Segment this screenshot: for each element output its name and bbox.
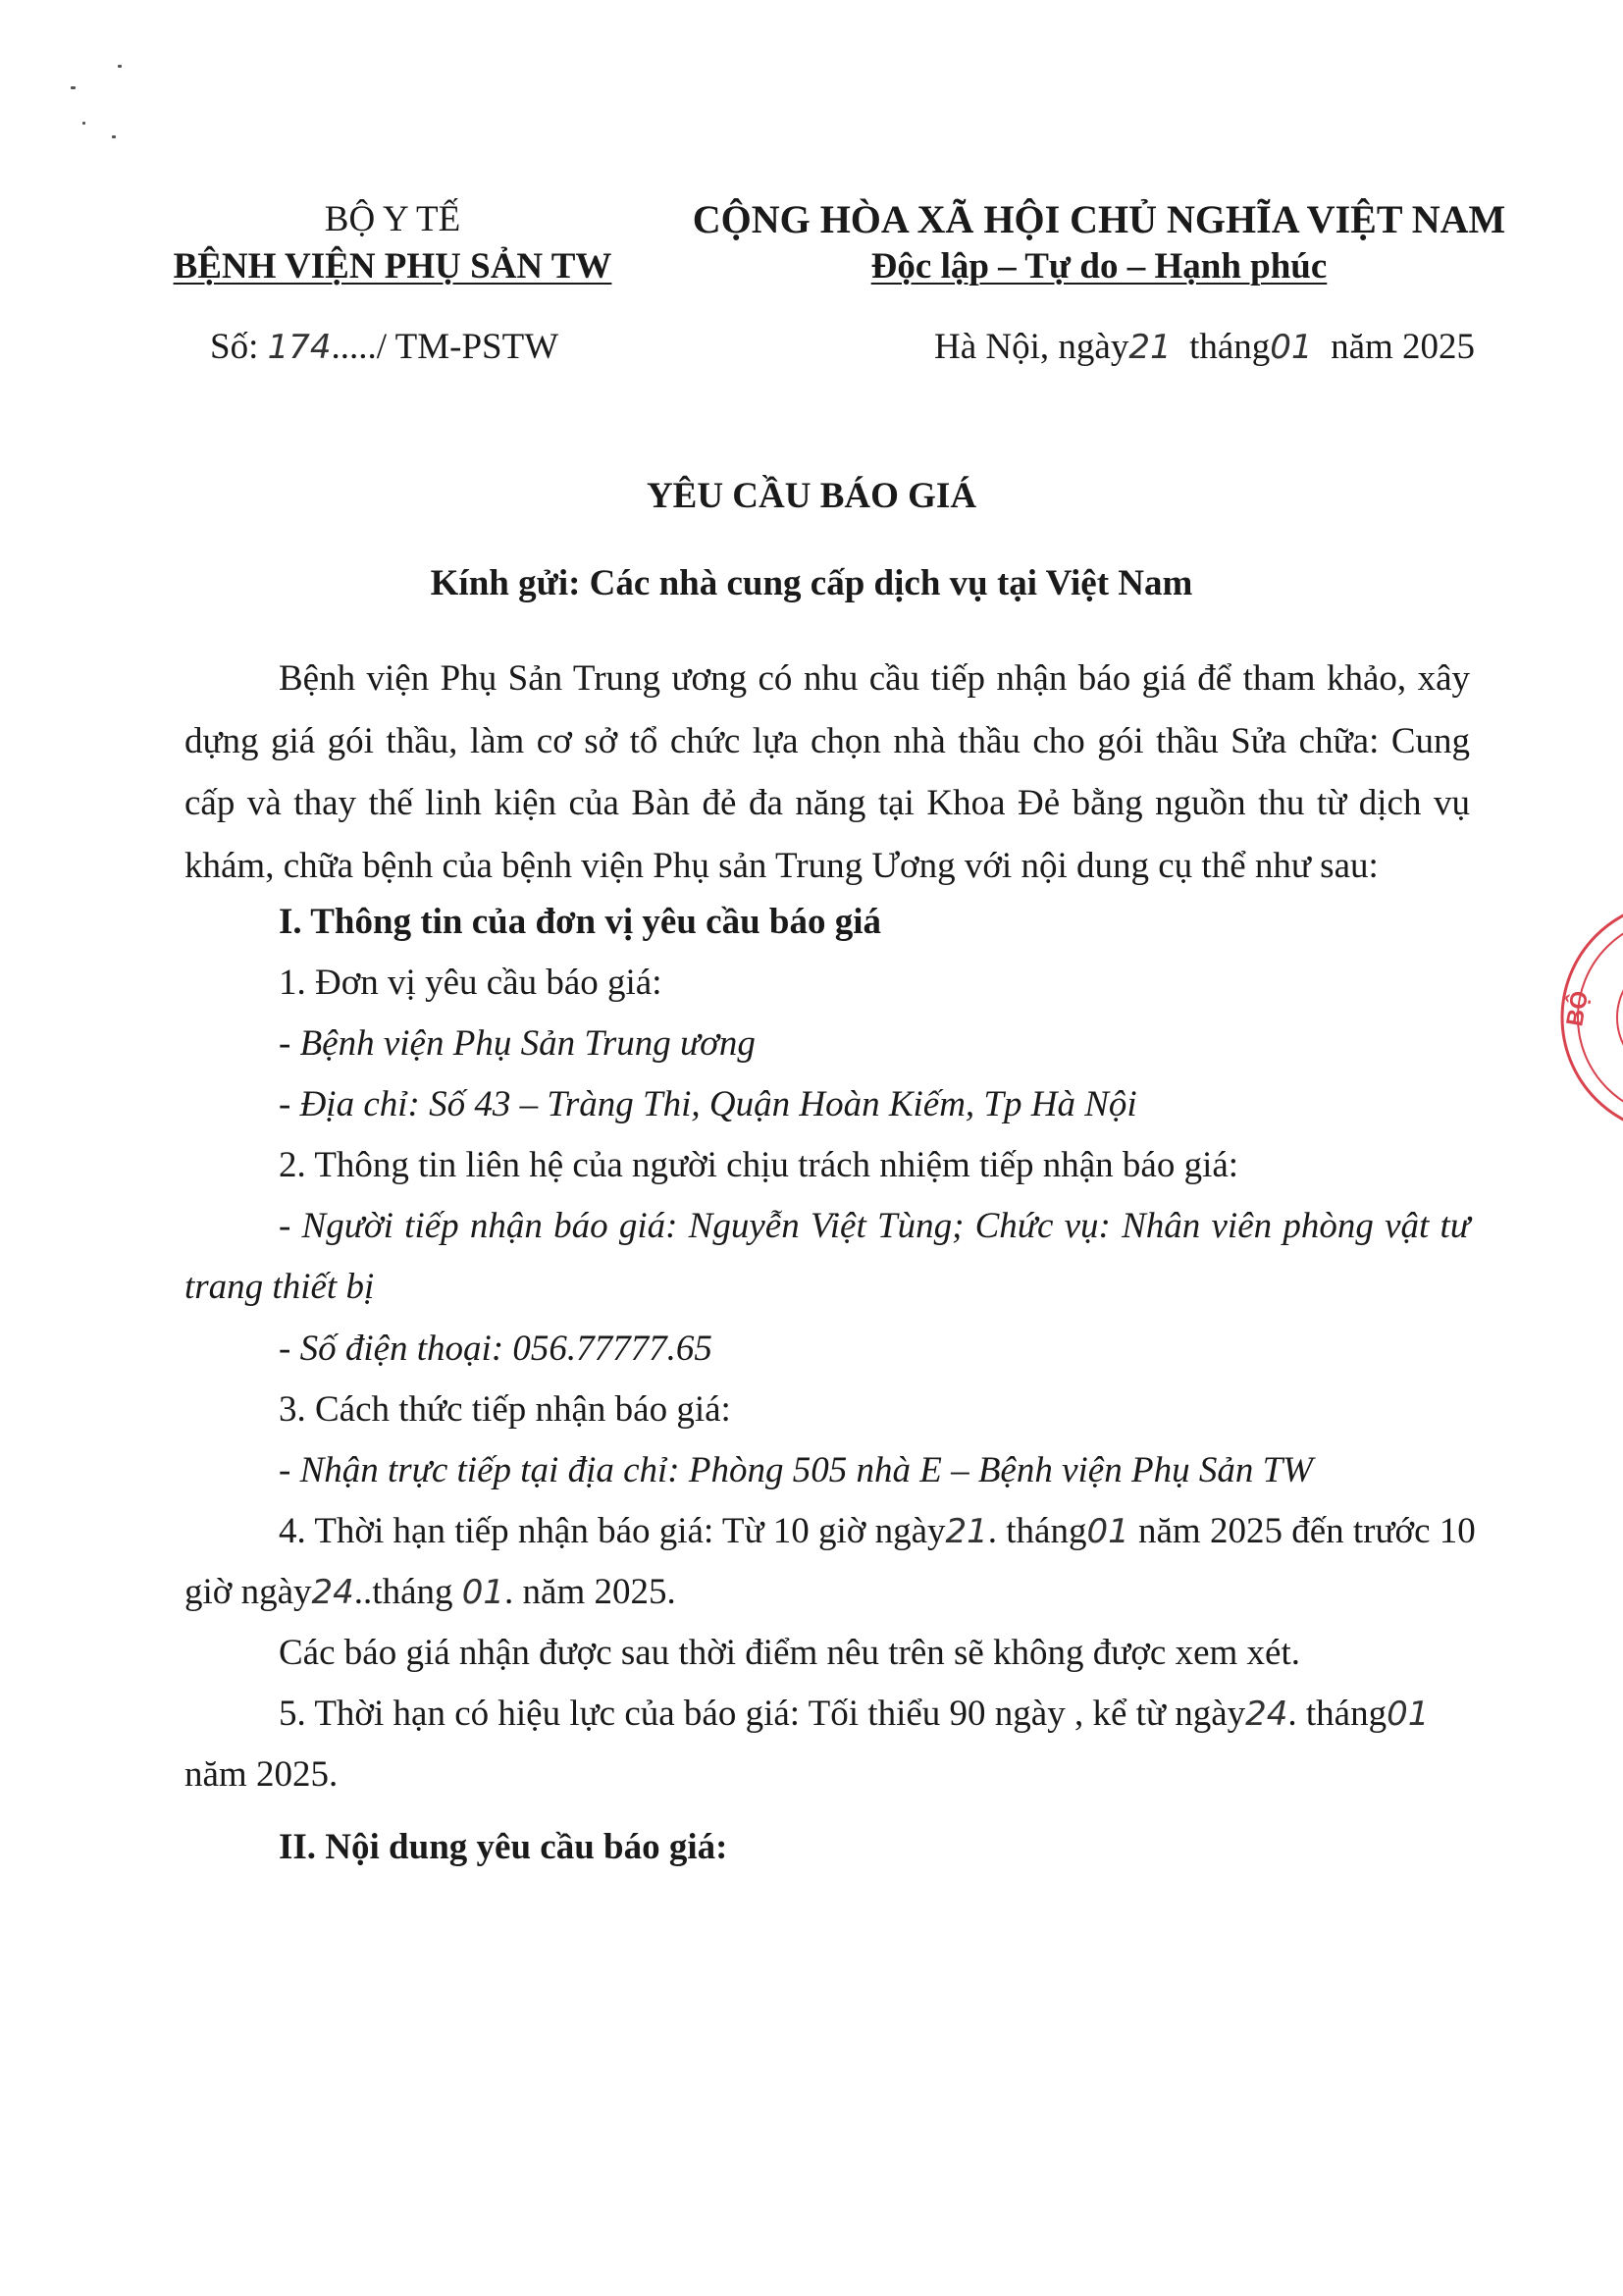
issue-date: Hà Nội, ngày21 tháng01 năm 2025 [934, 327, 1476, 367]
handwritten-month: 01 [461, 1573, 505, 1612]
section-1-heading: I. Thông tin của đơn vị yêu cầu báo giá [279, 902, 882, 942]
handwritten-day: 24 [1245, 1695, 1288, 1734]
recipient-line: Kính gửi: Các nhà cung cấp dịch vụ tại Việt Nam [430, 563, 1193, 603]
contact-person: - Người tiếp nhận báo giá: Nguyễn Việt Tùng; Chức vụ: Nhân viên phòng vật tư [279, 1206, 1470, 1246]
stamp-text: BỘ [1561, 988, 1595, 1029]
hospital-name: BỆNH VIỆN PHỤ SẢN TW [173, 246, 612, 287]
scan-speck [71, 86, 76, 89]
item-2-label: 2. Thông tin liên hệ của người chịu trách nhiệm tiếp nhận báo giá: [279, 1145, 1239, 1185]
scan-speck [82, 122, 85, 125]
item-5-line-2: năm 2025. [184, 1754, 339, 1795]
handwritten-month: 01 [1387, 1695, 1430, 1734]
handwritten-number: 174 [267, 328, 332, 367]
reference-number: Số: 174...../ TM-PSTW [210, 327, 559, 367]
official-stamp [1531, 895, 1623, 1140]
handwritten-day: 21 [1128, 328, 1172, 367]
ministry-name: BỘ Y TẾ [324, 199, 461, 239]
handwritten-month: 01 [1270, 328, 1313, 367]
handwritten-day: 24 [311, 1573, 354, 1612]
unit-address: - Địa chỉ: Số 43 – Tràng Thi, Quận Hoàn Kiếm, Tp Hà Nội [279, 1084, 1137, 1124]
item-3-label: 3. Cách thức tiếp nhận báo giá: [279, 1389, 731, 1430]
late-submission-note: Các báo giá nhận được sau thời điểm nêu trên sẽ không được xem xét. [279, 1633, 1301, 1673]
intro-paragraph-block [184, 648, 1470, 897]
intro-paragraph: Bệnh viện Phụ Sản Trung ương có nhu cầu tiếp nhận báo giá để tham khảo, xây dựng giá gói thầu, làm cơ sở tổ chức lựa chọn nhà thầu cho gói thầu Sửa chữa: Cung cấp và thay thế linh kiện của Bàn đẻ đa năng tại Khoa Đẻ bằng nguồn thu từ dịch vụ khám, chữa bệnh của bệnh viện Phụ sản Trung Ương với nội dung cụ thể như sau: [184, 658, 1470, 886]
receive-method: - Nhận trực tiếp tại địa chỉ: Phòng 505 nhà E – Bệnh viện Phụ Sản TW [279, 1450, 1313, 1490]
handwritten-month: 01 [1086, 1512, 1129, 1551]
scan-speck [118, 65, 122, 68]
item-4-line-1: 4. Thời hạn tiếp nhận báo giá: Từ 10 giờ ngày21. tháng01 năm 2025 đến trước 10 [279, 1511, 1476, 1551]
motto: Độc lập – Tự do – Hạnh phúc [870, 246, 1328, 287]
scan-speck [112, 135, 116, 138]
phone-number: - Số điện thoại: 056.77777.65 [279, 1329, 712, 1369]
national-motto-block [667, 196, 1531, 290]
handwritten-day: 21 [945, 1512, 988, 1551]
country-name: CỘNG HÒA XÃ HỘI CHỦ NGHĨA VIỆT NAM [692, 197, 1506, 241]
item-1-label: 1. Đơn vị yêu cầu báo giá: [279, 963, 662, 1003]
item-4-line-2: giờ ngày24..tháng 01. năm 2025. [184, 1572, 676, 1612]
contact-person-cont: trang thiết bị [184, 1267, 375, 1307]
unit-name: - Bệnh viện Phụ Sản Trung ương [279, 1023, 756, 1064]
item-5-line-1: 5. Thời hạn có hiệu lực của báo giá: Tối thiểu 90 ngày , kể từ ngày24. tháng01 [279, 1694, 1430, 1734]
document-title: YÊU CẦU BÁO GIÁ [646, 476, 977, 516]
issuer-block [157, 196, 628, 290]
section-2-heading: II. Nội dung yêu cầu báo giá: [279, 1827, 728, 1867]
